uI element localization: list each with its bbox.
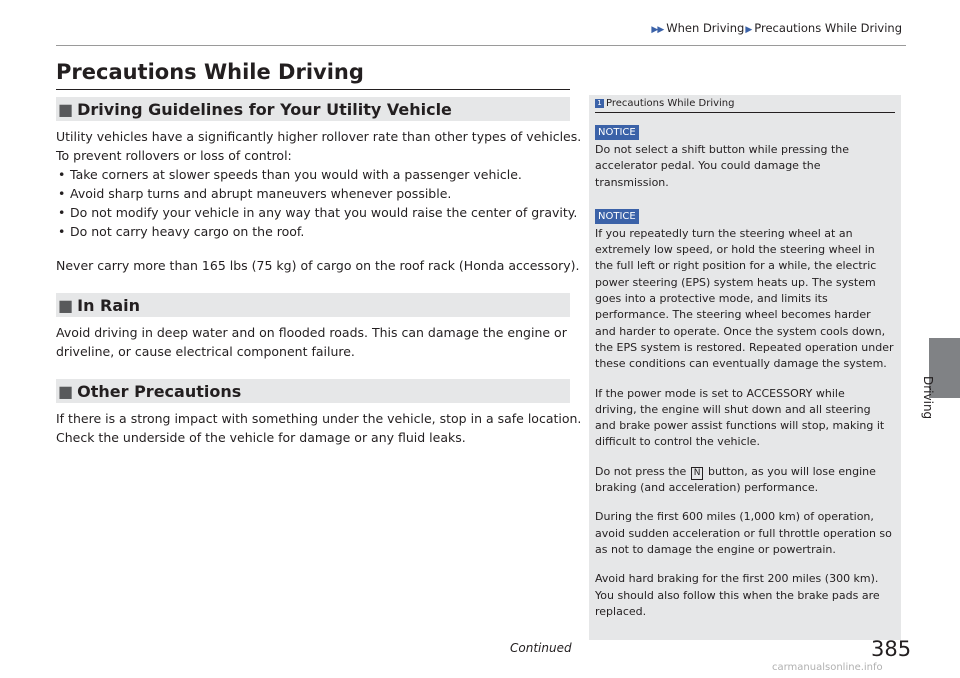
- watermark: carmanualsonline.info: [772, 662, 883, 673]
- section-square-icon: ■: [58, 295, 74, 315]
- list-item: • Take corners at slower speeds than you would with a passenger vehicle.: [58, 167, 522, 182]
- guidelines-body: [56, 127, 582, 241]
- breadcrumb-link-when-driving[interactable]: When Driving: [666, 21, 745, 35]
- sidebar-heading: 1 Precautions While Driving: [595, 98, 895, 113]
- bullet-icon: •: [58, 205, 66, 220]
- guidelines-bullet-list: [56, 165, 576, 241]
- header-divider: [56, 45, 906, 46]
- break-in-note: During the first 600 miles (1,000 km) of operation, avoid sudden acceleration or full throttle operation so as not to damage the engine or powertrain.: [595, 510, 892, 556]
- list-item: • Avoid sharp turns and abrupt maneuvers whenever possible.: [58, 186, 452, 201]
- section-square-icon: ■: [58, 381, 74, 401]
- bullet-icon: •: [58, 186, 66, 201]
- breadcrumb-current: Precautions While Driving: [754, 21, 902, 35]
- sidebar-notes: [589, 95, 901, 640]
- breadcrumb-separator-icon: ▶: [745, 25, 753, 35]
- list-item: • Do not modify your vehicle in any way that you would raise the center of gravity.: [58, 205, 578, 220]
- section-title-other: Other Precautions: [77, 381, 242, 401]
- continued-label: Continued: [510, 641, 572, 655]
- notice-badge: NOTICE: [595, 209, 639, 224]
- breadcrumb: [651, 21, 902, 35]
- n-button-note: Do not press the N button, as you will lose engine braking (and acceleration) performance.: [595, 464, 876, 495]
- bullet-icon: •: [58, 224, 66, 239]
- notice-text-2: If you repeatedly turn the steering wheel at an extremely low speed, or hold the steering wheel in the full left or right position for a while, the electric power steering (EPS) system heats up. The system goes into a protective mode, and limits its performance. The steering wheel becomes harder and harder to operate. Once the system cools down, the EPS system is restored. Repeated operation under these conditions can eventually damage the system.: [595, 226, 894, 371]
- breadcrumb-arrow-icon: ▶▶: [651, 25, 664, 35]
- section-header-other: [56, 379, 570, 403]
- braking-note: Avoid hard braking for the first 200 miles (300 km). You should also follow this when the brake pads are replaced.: [595, 572, 880, 618]
- section-square-icon: ■: [58, 99, 74, 119]
- guidelines-intro-2: To prevent rollovers or loss of control:: [56, 148, 292, 163]
- bullet-icon: •: [58, 167, 66, 182]
- rain-body: Avoid driving in deep water and on flooded roads. This can damage the engine or driveline, or cause electrical component failure.: [56, 325, 567, 359]
- guidelines-intro-1: Utility vehicles have a significantly higher rollover rate than other types of vehicles.: [56, 129, 582, 144]
- cargo-note: Never carry more than 165 lbs (75 kg) of cargo on the roof rack (Honda accessory).: [56, 258, 580, 273]
- title-divider: [56, 89, 570, 90]
- section-title-rain: In Rain: [77, 295, 141, 315]
- notice-badge: NOTICE: [595, 125, 639, 140]
- section-title-guidelines: Driving Guidelines for Your Utility Vehicle: [77, 99, 452, 119]
- section-header-guidelines: [56, 97, 570, 121]
- page-number: 385: [871, 637, 912, 661]
- n-button-key-icon: N: [691, 467, 704, 480]
- chapter-tab-label: Driving: [921, 376, 935, 420]
- section-header-rain: [56, 293, 570, 317]
- other-body: If there is a strong impact with something under the vehicle, stop in a safe location. Check the underside of the vehicle for damage or any fluid leaks.: [56, 411, 582, 445]
- accessory-note: If the power mode is set to ACCESSORY while driving, the engine will shut down and all steering and brake power assist functions will stop, making it difficult to control the vehicle.: [595, 386, 885, 449]
- notice-text-1: Do not select a shift button while pressing the accelerator pedal. You could damage the transmission.: [595, 143, 850, 189]
- list-item: • Do not carry heavy cargo on the roof.: [58, 224, 305, 239]
- reference-icon: 1: [595, 99, 604, 108]
- page-title: Precautions While Driving: [56, 60, 364, 84]
